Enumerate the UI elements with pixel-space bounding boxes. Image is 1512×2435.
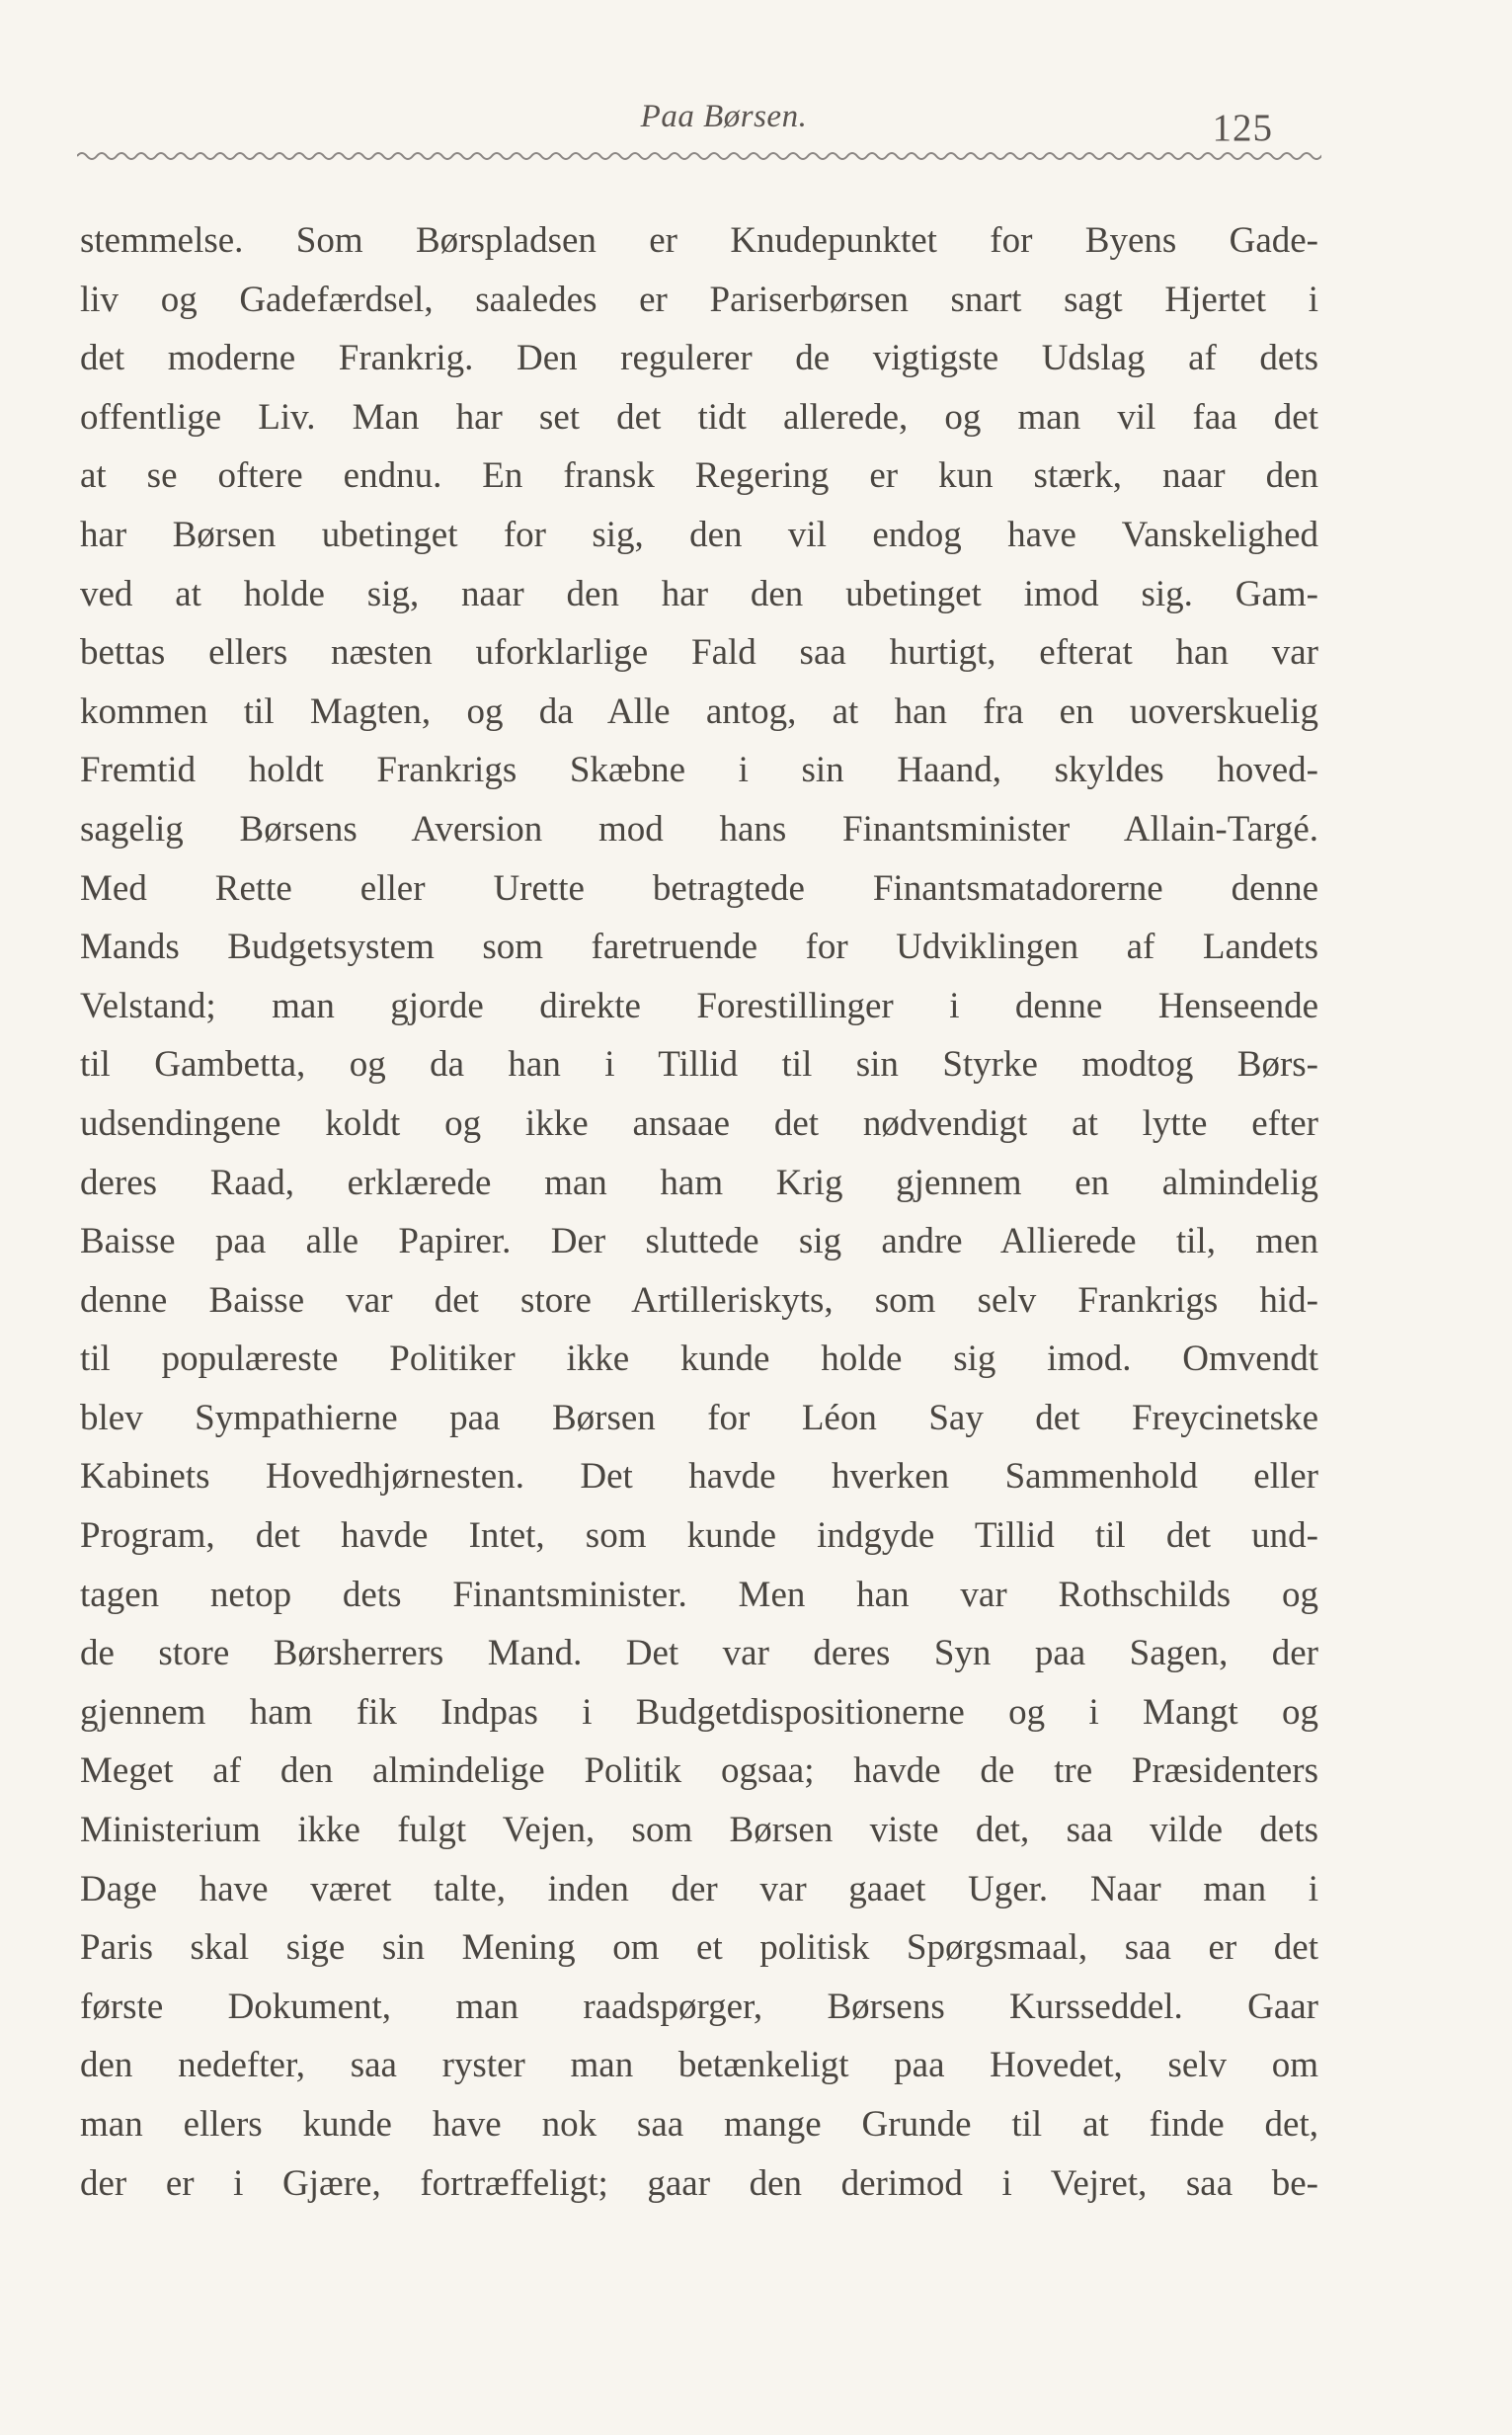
text-line: Ministerium ikke fulgt Vejen, som Børsen viste det, saa vilde dets bbox=[80, 1810, 1318, 1851]
text-line: Kabinets Hovedhjørnesten. Det havde hverken Sammenhold eller bbox=[80, 1456, 1318, 1498]
text-line: man ellers kunde have nok saa mange Grunde til at finde det, bbox=[80, 2104, 1318, 2145]
page-number: 125 bbox=[1212, 107, 1273, 149]
text-line: denne Baisse var det store Artilleriskyts, som selv Frankrigs hid- bbox=[80, 1279, 1318, 1321]
text-line: at se oftere endnu. En fransk Regering er kun stærk, naar den bbox=[80, 455, 1318, 497]
text-line: Med Rette eller Urette betragtede Finantsmatadorerne denne bbox=[80, 867, 1318, 909]
text-line: har Børsen ubetinget for sig, den vil endog have Vanskelighed bbox=[80, 514, 1318, 555]
text-line: blev Sympathierne paa Børsen for Léon Say det Freycinetske bbox=[80, 1397, 1318, 1438]
text-line: deres Raad, erklærede man ham Krig gjennem en almindelig bbox=[80, 1162, 1318, 1203]
text-line: Meget af den almindelige Politik ogsaa; havde de tre Præsidenters bbox=[80, 1750, 1318, 1792]
running-title: Paa Børsen. bbox=[640, 99, 808, 134]
text-line: til populæreste Politiker ikke kunde holde sig imod. Omvendt bbox=[80, 1339, 1318, 1380]
text-line: den nedefter, saa ryster man betænkeligt paa Hovedet, selv om bbox=[80, 2045, 1318, 2086]
text-line: offentlige Liv. Man har set det tidt allerede, og man vil faa det bbox=[80, 396, 1318, 438]
text-line: tagen netop dets Finantsminister. Men han var Rothschilds og bbox=[80, 1574, 1318, 1615]
text-line: stemmelse. Som Børspladsen er Knudepunktet for Byens Gade- bbox=[80, 220, 1318, 261]
text-line: der er i Gjære, fortræffeligt; gaar den derimod i Vejret, saa be- bbox=[80, 2162, 1318, 2204]
text-line: Paris skal sige sin Mening om et politisk Spørgsmaal, saa er det bbox=[80, 1927, 1318, 1969]
text-line: bettas ellers næsten uforklarlige Fald saa hurtigt, efterat han var bbox=[80, 632, 1318, 674]
header-ornament-rule bbox=[77, 148, 1321, 164]
text-line: kommen til Magten, og da Alle antog, at han fra en uoverskuelig bbox=[80, 690, 1318, 732]
text-line: første Dokument, man raadspørger, Børsens Kursseddel. Gaar bbox=[80, 1986, 1318, 2027]
text-line: sagelig Børsens Aversion mod hans Finantsminister Allain-Targé. bbox=[80, 808, 1318, 850]
text-line: Velstand; man gjorde direkte Forestillinger i denne Henseende bbox=[80, 985, 1318, 1026]
text-line: udsendingene koldt og ikke ansaae det nødvendigt at lytte efter bbox=[80, 1102, 1318, 1144]
text-line: ved at holde sig, naar den har den ubetinget imod sig. Gam- bbox=[80, 573, 1318, 614]
text-line: liv og Gadefærdsel, saaledes er Pariserbørsen snart sagt Hjertet i bbox=[80, 279, 1318, 320]
text-line: Dage have været talte, inden der var gaaet Uger. Naar man i bbox=[80, 1868, 1318, 1909]
text-line: Baisse paa alle Papirer. Der sluttede sig andre Allierede til, men bbox=[80, 1221, 1318, 1262]
text-line: gjennem ham fik Indpas i Budgetdispositionerne og i Mangt og bbox=[80, 1691, 1318, 1733]
body-text bbox=[80, 211, 1318, 2213]
text-line: Program, det havde Intet, som kunde indgyde Tillid til det und- bbox=[80, 1515, 1318, 1557]
text-line: det moderne Frankrig. Den regulerer de vigtigste Udslag af dets bbox=[80, 338, 1318, 379]
text-line: Mands Budgetsystem som faretruende for Udviklingen af Landets bbox=[80, 927, 1318, 968]
text-line: til Gambetta, og da han i Tillid til sin Styrke modtog Børs- bbox=[80, 1044, 1318, 1086]
text-line: de store Børsherrers Mand. Det var deres Syn paa Sagen, der bbox=[80, 1633, 1318, 1674]
text-line: Fremtid holdt Frankrigs Skæbne i sin Haand, skyldes hoved- bbox=[80, 750, 1318, 791]
